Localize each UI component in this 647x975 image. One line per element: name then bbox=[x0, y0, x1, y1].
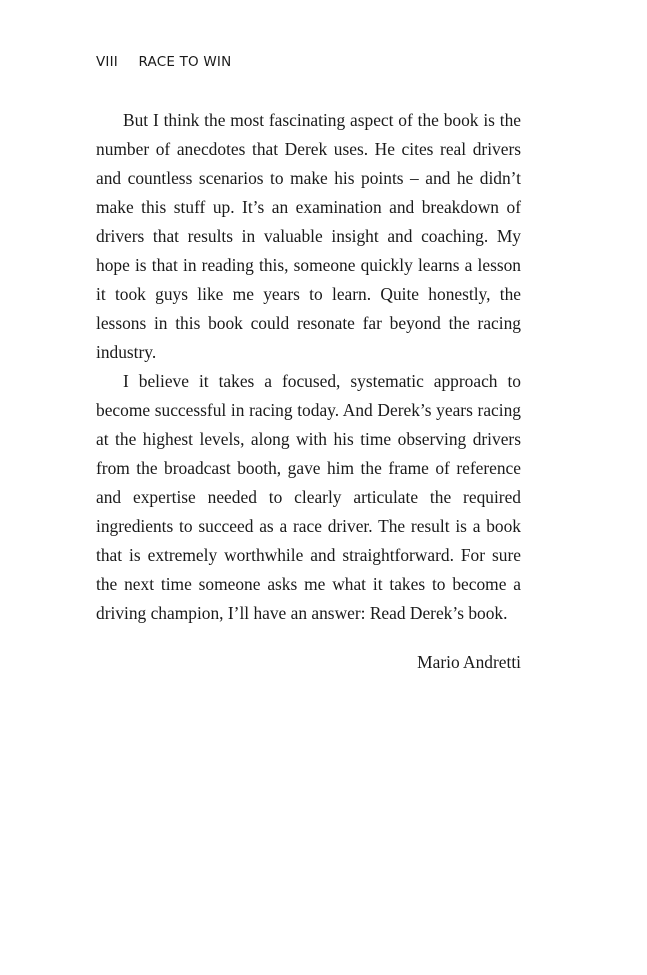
foreword-body bbox=[96, 106, 521, 628]
page-number: VIII bbox=[96, 54, 118, 70]
paragraph: I believe it takes a focused, systematic approach to become successful in racing today. And Derek’s years racing at the highest levels, along with his time observing drivers from the broadcast booth, gave him the frame of reference and expertise needed to clearly articulate the required ingredients to succeed as a race driver. The result is a book that is extremely worthwhile and straightforward. For sure the next time someone asks me what it takes to become a driving champion, I’ll have an answer: Read Derek’s book. bbox=[96, 371, 521, 623]
book-title: RACE TO WIN bbox=[138, 54, 232, 70]
author-signature: Mario Andretti bbox=[417, 652, 521, 672]
paragraph: But I think the most fascinating aspect of the book is the number of anecdotes that Derek uses. He cites real drivers and countless scenarios to make his points – and he didn’t make this stuff up. It’s an examination and breakdown of drivers that results in valuable insight and coaching. My hope is that in reading this, someone quickly learns a lesson it took guys like me years to learn. Quite honestly, the lessons in this book could resonate far beyond the racing industry. bbox=[96, 110, 521, 362]
running-head bbox=[96, 54, 231, 70]
